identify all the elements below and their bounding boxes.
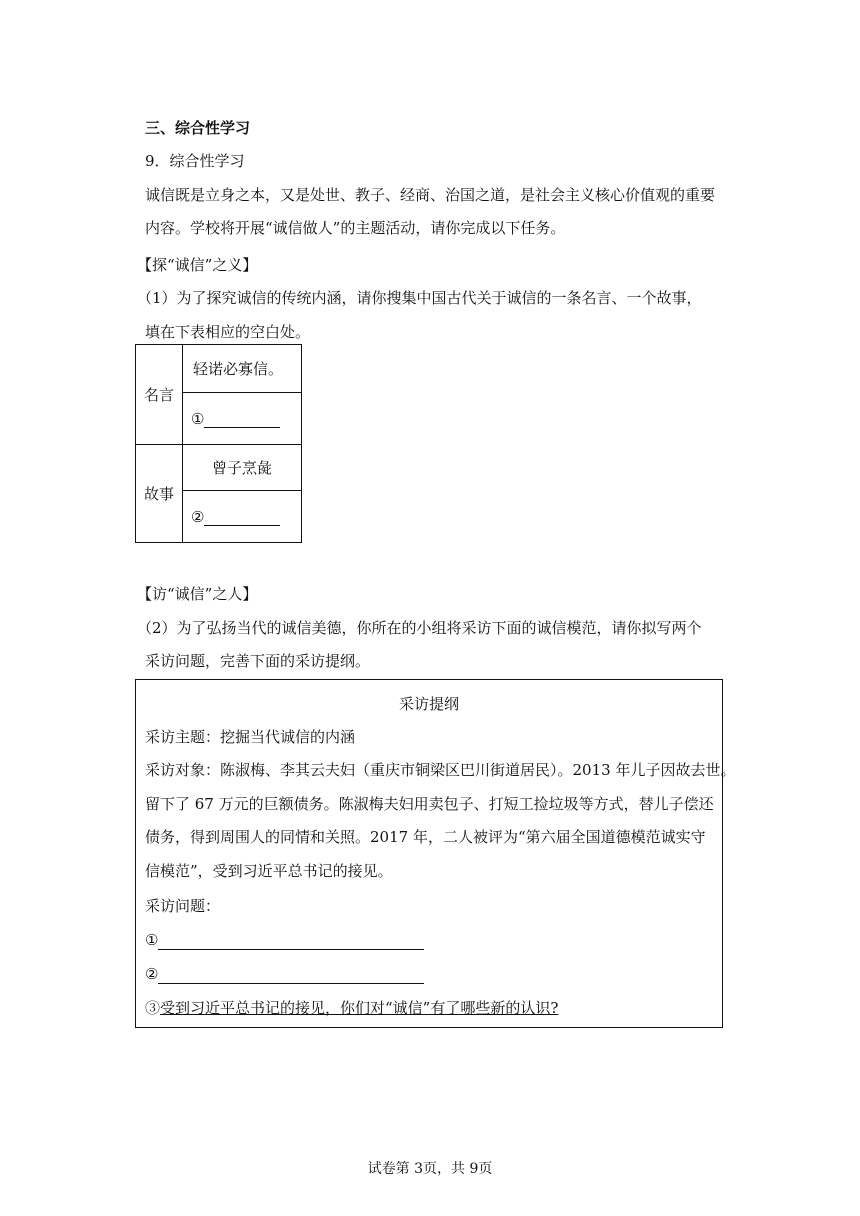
answer-blank-1[interactable]	[204, 411, 280, 428]
part1-question-line-2: 填在下表相应的空白处。	[145, 323, 311, 341]
interview-questions-label: 采访问题：	[145, 897, 221, 915]
table-label-story: 故事	[136, 445, 183, 543]
intro-line-1: 诚信既是立身之本，又是处世、教子、经商、治国之道，是社会主义核心价值观的重要	[145, 186, 716, 204]
interview-theme: 采访主题：挖掘当代诚信的内涵	[145, 728, 356, 746]
story-example: 曾子烹彘	[183, 445, 302, 491]
interview-object-line-2: 留下了 67 万元的巨额债务。陈淑梅夫妇用卖包子、打短工捡垃圾等方式，替儿子偿还	[145, 795, 714, 813]
page-footer: 试卷第 3页，共 9页	[367, 1161, 493, 1177]
interview-object-line-1: 采访对象：陈淑梅、李其云夫妇（重庆市铜梁区巴川街道居民）。2013 年儿子因故去世。	[145, 761, 736, 779]
intro-line-2: 内容。学校将开展“诚信做人”的主题活动，请你完成以下任务。	[145, 219, 566, 237]
maxim-answer-cell[interactable]	[183, 393, 302, 445]
part1-heading: 【探“诚信”之义】	[137, 256, 258, 274]
question-blank-1[interactable]	[158, 933, 424, 950]
interview-question-3	[145, 998, 558, 1018]
part2-question-line-2: 采访问题，完善下面的采访提纲。	[145, 652, 371, 670]
question-number: 9．综合性学习	[145, 152, 245, 170]
maxim-example: 轻诺必寡信。	[183, 345, 302, 393]
section-title: 三、综合性学习	[145, 119, 251, 137]
question-blank-2[interactable]	[158, 967, 424, 984]
part2-heading: 【访“诚信”之人】	[137, 585, 258, 603]
interview-outline-box	[135, 679, 736, 1028]
answer-mark-1: ①	[191, 409, 205, 428]
table-label-maxim: 名言	[136, 345, 183, 445]
answer-blank-2[interactable]	[204, 509, 280, 526]
question-mark-1: ①	[145, 931, 159, 949]
maxim-story-table	[135, 344, 302, 543]
question-mark-2: ②	[145, 965, 159, 983]
answer-mark-2: ②	[191, 507, 205, 526]
interview-question-1[interactable]	[145, 930, 424, 950]
question-3-text: 受到习近平总书记的接见，你们对“诚信”有了哪些新的认识?	[160, 999, 559, 1017]
interview-object-line-4: 信模范”，受到习近平总书记的接见。	[145, 862, 393, 880]
story-answer-cell[interactable]	[183, 491, 302, 543]
interview-question-2[interactable]	[145, 964, 424, 984]
question-mark-3: ③	[145, 999, 161, 1017]
interview-title: 采访提纲	[398, 695, 459, 713]
interview-object-line-3: 债务，得到周围人的同情和关照。2017 年，二人被评为“第六届全国道德模范诚实守	[145, 828, 706, 846]
part1-question-line-1: （1）为了探究诚信的传统内涵，请你搜集中国古代关于诚信的一条名言、一个故事，	[137, 289, 702, 307]
part2-question-line-1: （2）为了弘扬当代的诚信美德，你所在的小组将采访下面的诚信模范，请你拟写两个	[137, 619, 702, 637]
